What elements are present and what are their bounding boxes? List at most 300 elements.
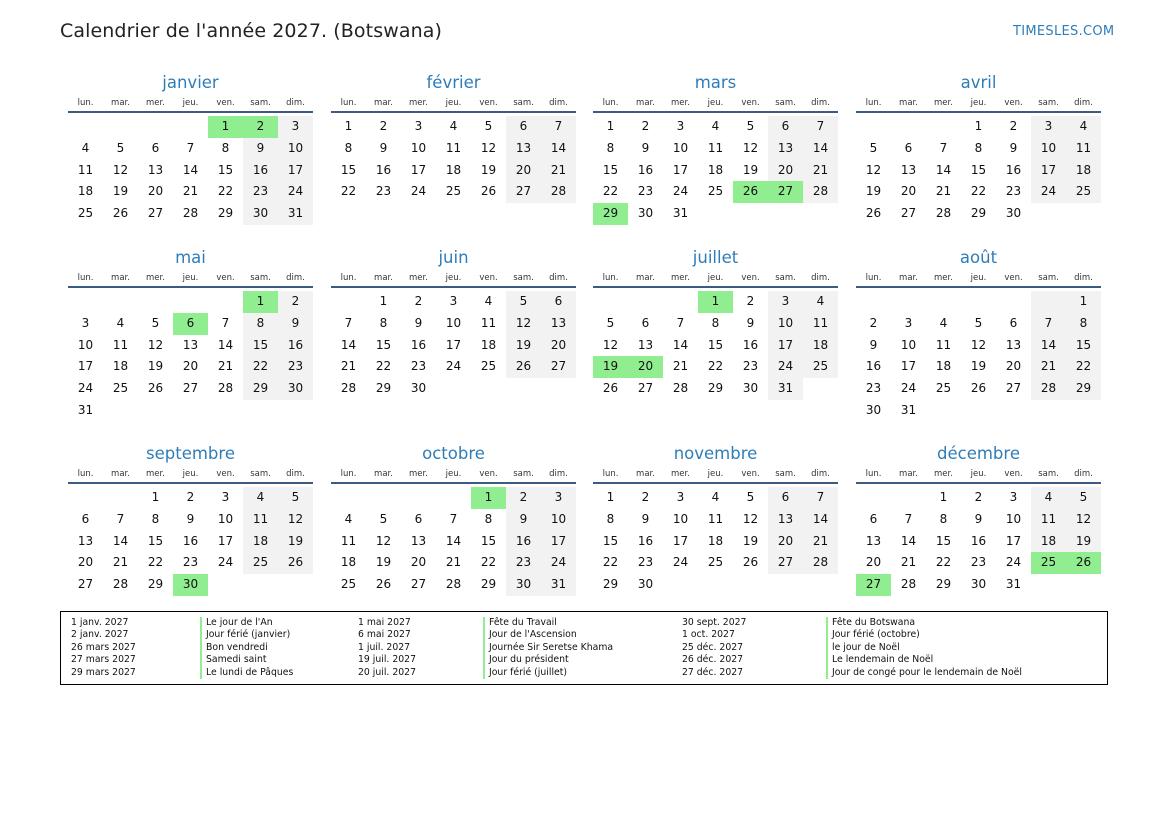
day-cell: 5 bbox=[746, 490, 755, 504]
day-cell: 7 bbox=[221, 315, 230, 330]
day-cell: 24 bbox=[768, 356, 803, 378]
day-cell: 5 bbox=[379, 511, 388, 526]
day-cell: 19 bbox=[375, 555, 392, 570]
weekday-label: lun. bbox=[340, 98, 357, 108]
holiday-day: 1 bbox=[471, 487, 506, 509]
day-cell: 11 bbox=[243, 509, 278, 531]
day-cell: 20 bbox=[182, 359, 199, 374]
day-cell: 29 bbox=[602, 577, 619, 592]
day-cell: 15 bbox=[375, 337, 392, 352]
legend-date: 6 mai 2027 bbox=[358, 629, 411, 641]
legend-holiday: Jour du président bbox=[483, 654, 613, 666]
day-cell: 30 bbox=[1005, 206, 1022, 221]
empty-cell bbox=[103, 487, 138, 509]
day-cell: 6 bbox=[768, 116, 803, 138]
day-cell: 9 bbox=[1009, 140, 1018, 155]
header-rule bbox=[593, 482, 838, 484]
day-cell: 5 bbox=[151, 315, 160, 330]
day-cell: 31 bbox=[900, 402, 917, 417]
day-cell: 20 bbox=[410, 555, 427, 570]
weekday-label: sam. bbox=[250, 98, 271, 108]
day-cell: 25 bbox=[340, 577, 357, 592]
legend-date: 25 déc. 2027 bbox=[682, 641, 744, 653]
day-cell: 22 bbox=[935, 555, 952, 570]
holiday-day: 26 bbox=[733, 181, 768, 203]
day-cell: 21 bbox=[340, 359, 357, 374]
weekday-label: lun. bbox=[865, 469, 882, 479]
day-cell: 11 bbox=[112, 337, 129, 352]
day-cell: 16 bbox=[970, 533, 987, 548]
weekday-label: sam. bbox=[1038, 98, 1059, 108]
legend-names-2 bbox=[483, 617, 613, 679]
day-cell: 29 bbox=[1066, 378, 1101, 400]
day-cell: 9 bbox=[278, 313, 313, 335]
day-cell: 30 bbox=[865, 402, 882, 417]
legend-holiday: Bon vendredi bbox=[200, 642, 293, 654]
weekday-label: dim. bbox=[811, 273, 830, 283]
day-cell: 1 bbox=[151, 490, 160, 504]
header-rule bbox=[593, 111, 838, 113]
day-cell: 2 bbox=[869, 315, 878, 330]
day-cell: 14 bbox=[1031, 335, 1066, 357]
empty-cell bbox=[891, 116, 926, 138]
day-cell: 7 bbox=[344, 315, 353, 330]
day-cell: 3 bbox=[676, 490, 685, 504]
day-cell: 3 bbox=[81, 315, 90, 330]
month-name: octobre bbox=[422, 444, 485, 463]
day-cell: 25 bbox=[803, 356, 838, 378]
empty-cell bbox=[856, 116, 891, 138]
header-rule bbox=[856, 482, 1101, 484]
day-cell: 13 bbox=[506, 138, 541, 160]
weekday-label: sam. bbox=[513, 469, 534, 479]
weekday-label: sam. bbox=[250, 469, 271, 479]
day-grid bbox=[593, 291, 838, 400]
day-cell: 4 bbox=[1066, 116, 1101, 138]
weekday-label: lun. bbox=[602, 469, 619, 479]
day-cell: 20 bbox=[506, 160, 541, 182]
day-cell: 22 bbox=[375, 359, 392, 374]
day-cell: 5 bbox=[606, 315, 615, 330]
holiday-legend bbox=[60, 611, 1108, 685]
day-cell: 5 bbox=[484, 119, 493, 133]
day-cell: 9 bbox=[379, 140, 388, 155]
empty-cell bbox=[68, 291, 103, 313]
weekday-label: jeu. bbox=[445, 469, 462, 479]
day-cell: 10 bbox=[445, 315, 462, 330]
day-cell: 14 bbox=[112, 533, 129, 548]
legend-date: 27 mars 2027 bbox=[71, 654, 136, 666]
legend-holiday: Le lendemain de Noël bbox=[826, 654, 1022, 666]
day-cell: 26 bbox=[970, 381, 987, 396]
day-cell: 18 bbox=[445, 162, 462, 177]
day-cell: 28 bbox=[112, 577, 129, 592]
day-cell: 4 bbox=[711, 119, 720, 133]
day-cell: 13 bbox=[147, 162, 164, 177]
weekday-label: sam. bbox=[775, 469, 796, 479]
day-cell: 23 bbox=[375, 184, 392, 199]
day-cell: 12 bbox=[1066, 509, 1101, 531]
day-cell: 24 bbox=[1031, 181, 1066, 203]
day-cell: 9 bbox=[414, 315, 423, 330]
day-cell: 2 bbox=[641, 119, 650, 133]
day-cell: 2 bbox=[414, 294, 423, 308]
day-cell: 18 bbox=[1066, 160, 1101, 182]
day-cell: 4 bbox=[344, 511, 353, 526]
weekday-label: ven. bbox=[741, 98, 760, 108]
day-cell: 14 bbox=[672, 337, 689, 352]
day-cell: 30 bbox=[243, 203, 278, 225]
weekday-label: ven. bbox=[1004, 469, 1023, 479]
day-cell: 6 bbox=[81, 511, 90, 526]
day-cell: 16 bbox=[637, 533, 654, 548]
weekday-label: sam. bbox=[1038, 273, 1059, 283]
empty-cell bbox=[663, 291, 698, 313]
empty-cell bbox=[628, 291, 663, 313]
day-cell: 12 bbox=[602, 337, 619, 352]
day-cell: 22 bbox=[340, 184, 357, 199]
day-cell: 29 bbox=[935, 577, 952, 592]
day-cell: 12 bbox=[742, 140, 759, 155]
day-cell: 11 bbox=[1066, 138, 1101, 160]
month-7 bbox=[593, 247, 838, 400]
legend-date: 27 déc. 2027 bbox=[682, 666, 744, 678]
weekday-label: mer. bbox=[934, 273, 953, 283]
month-2 bbox=[331, 72, 576, 203]
weekday-label: mar. bbox=[374, 273, 393, 283]
day-cell: 13 bbox=[900, 162, 917, 177]
day-cell: 15 bbox=[707, 337, 724, 352]
weekday-label: mar. bbox=[899, 273, 918, 283]
empty-cell bbox=[68, 487, 103, 509]
day-cell: 17 bbox=[278, 160, 313, 182]
day-cell: 24 bbox=[217, 555, 234, 570]
weekday-header bbox=[856, 96, 1101, 110]
holiday-day: 25 bbox=[1031, 552, 1066, 574]
weekday-header bbox=[331, 467, 576, 481]
legend-holiday: Jour férié (juillet) bbox=[483, 667, 613, 679]
day-cell: 29 bbox=[217, 206, 234, 221]
day-cell: 16 bbox=[637, 162, 654, 177]
day-cell: 31 bbox=[77, 402, 94, 417]
day-cell: 4 bbox=[116, 315, 125, 330]
day-cell: 25 bbox=[243, 552, 278, 574]
day-cell: 17 bbox=[1005, 533, 1022, 548]
day-cell: 8 bbox=[939, 511, 948, 526]
day-cell: 4 bbox=[484, 294, 493, 308]
site-link[interactable]: TIMESLES.COM bbox=[1013, 24, 1115, 39]
day-grid bbox=[68, 291, 313, 422]
empty-cell bbox=[138, 116, 173, 138]
day-cell: 1 bbox=[974, 119, 983, 133]
day-cell: 15 bbox=[935, 533, 952, 548]
day-cell: 12 bbox=[865, 162, 882, 177]
day-cell: 15 bbox=[602, 162, 619, 177]
day-cell: 6 bbox=[768, 487, 803, 509]
day-cell: 27 bbox=[1005, 381, 1022, 396]
weekday-label: jeu. bbox=[707, 98, 724, 108]
day-cell: 23 bbox=[278, 356, 313, 378]
day-cell: 16 bbox=[865, 359, 882, 374]
day-cell: 29 bbox=[147, 577, 164, 592]
weekday-label: lun. bbox=[77, 98, 94, 108]
weekday-header bbox=[856, 467, 1101, 481]
weekday-label: ven. bbox=[479, 98, 498, 108]
day-cell: 10 bbox=[768, 313, 803, 335]
month-name: juin bbox=[438, 248, 469, 267]
day-cell: 2 bbox=[506, 487, 541, 509]
day-cell: 27 bbox=[182, 381, 199, 396]
legend-holiday: Jour de l'Ascension bbox=[483, 629, 613, 641]
day-cell: 24 bbox=[672, 555, 689, 570]
empty-cell bbox=[996, 291, 1031, 313]
day-cell: 22 bbox=[602, 184, 619, 199]
header-rule bbox=[331, 286, 576, 288]
day-cell: 4 bbox=[803, 291, 838, 313]
weekday-label: lun. bbox=[340, 469, 357, 479]
weekday-label: ven. bbox=[216, 469, 235, 479]
month-1 bbox=[68, 72, 313, 225]
holiday-day: 20 bbox=[628, 356, 663, 378]
weekday-label: mar. bbox=[374, 98, 393, 108]
day-cell: 5 bbox=[974, 315, 983, 330]
day-cell: 11 bbox=[480, 315, 497, 330]
day-cell: 9 bbox=[243, 138, 278, 160]
day-cell: 4 bbox=[243, 487, 278, 509]
weekday-label: jeu. bbox=[445, 98, 462, 108]
day-cell: 3 bbox=[221, 490, 230, 504]
day-cell: 16 bbox=[278, 335, 313, 357]
day-cell: 2 bbox=[379, 119, 388, 133]
day-cell: 6 bbox=[641, 315, 650, 330]
day-cell: 27 bbox=[637, 381, 654, 396]
weekday-label: ven. bbox=[1004, 273, 1023, 283]
weekday-label: dim. bbox=[1074, 469, 1093, 479]
empty-cell bbox=[1031, 291, 1066, 313]
day-cell: 28 bbox=[541, 181, 576, 203]
day-cell: 28 bbox=[182, 206, 199, 221]
legend-date: 26 mars 2027 bbox=[71, 641, 136, 653]
empty-cell bbox=[103, 116, 138, 138]
day-cell: 13 bbox=[637, 337, 654, 352]
legend-holiday: Journée Sir Seretse Khama bbox=[483, 642, 613, 654]
day-cell: 19 bbox=[278, 531, 313, 553]
day-cell: 9 bbox=[506, 509, 541, 531]
weekday-header bbox=[593, 467, 838, 481]
day-cell: 18 bbox=[707, 162, 724, 177]
day-cell: 13 bbox=[1005, 337, 1022, 352]
day-cell: 22 bbox=[480, 555, 497, 570]
day-grid bbox=[331, 291, 576, 400]
day-cell: 23 bbox=[1005, 184, 1022, 199]
day-cell: 9 bbox=[746, 315, 755, 330]
empty-cell bbox=[856, 487, 891, 509]
weekday-label: jeu. bbox=[970, 98, 987, 108]
weekday-label: mar. bbox=[899, 98, 918, 108]
day-cell: 17 bbox=[672, 162, 689, 177]
day-cell: 7 bbox=[541, 116, 576, 138]
empty-cell bbox=[331, 487, 366, 509]
empty-cell bbox=[138, 291, 173, 313]
day-cell: 3 bbox=[904, 315, 913, 330]
day-cell: 14 bbox=[182, 162, 199, 177]
month-name: août bbox=[959, 248, 998, 267]
day-cell: 10 bbox=[217, 511, 234, 526]
month-9 bbox=[68, 443, 313, 596]
day-cell: 23 bbox=[410, 359, 427, 374]
day-cell: 21 bbox=[1031, 356, 1066, 378]
weekday-label: sam. bbox=[513, 273, 534, 283]
month-8 bbox=[856, 247, 1101, 422]
day-cell: 28 bbox=[935, 206, 952, 221]
legend-date: 2 janv. 2027 bbox=[71, 629, 129, 641]
day-cell: 11 bbox=[707, 511, 724, 526]
day-cell: 14 bbox=[445, 533, 462, 548]
day-cell: 28 bbox=[445, 577, 462, 592]
month-3 bbox=[593, 72, 838, 225]
day-cell: 25 bbox=[112, 381, 129, 396]
holiday-day: 26 bbox=[1066, 552, 1101, 574]
day-cell: 10 bbox=[77, 337, 94, 352]
day-cell: 11 bbox=[1031, 509, 1066, 531]
day-cell: 19 bbox=[147, 359, 164, 374]
weekday-label: ven. bbox=[741, 273, 760, 283]
weekday-header bbox=[856, 271, 1101, 285]
month-name: novembre bbox=[673, 444, 758, 463]
legend-date: 1 janv. 2027 bbox=[71, 617, 129, 628]
day-cell: 31 bbox=[1005, 577, 1022, 592]
empty-cell bbox=[68, 116, 103, 138]
day-cell: 22 bbox=[1066, 356, 1101, 378]
month-name: janvier bbox=[162, 73, 219, 92]
day-cell: 18 bbox=[803, 335, 838, 357]
day-cell: 21 bbox=[182, 184, 199, 199]
holiday-day: 1 bbox=[243, 291, 278, 313]
day-cell: 10 bbox=[278, 138, 313, 160]
legend-holiday: Jour férié (janvier) bbox=[200, 629, 293, 641]
weekday-label: mar. bbox=[374, 469, 393, 479]
weekday-label: dim. bbox=[286, 98, 305, 108]
day-cell: 22 bbox=[602, 555, 619, 570]
day-cell: 13 bbox=[77, 533, 94, 548]
header-rule bbox=[593, 286, 838, 288]
day-cell: 25 bbox=[445, 184, 462, 199]
day-cell: 12 bbox=[147, 337, 164, 352]
day-cell: 2 bbox=[974, 490, 983, 504]
month-name: février bbox=[426, 73, 481, 92]
day-cell: 8 bbox=[379, 315, 388, 330]
day-cell: 24 bbox=[672, 184, 689, 199]
day-cell: 25 bbox=[480, 359, 497, 374]
day-cell: 28 bbox=[340, 381, 357, 396]
day-cell: 31 bbox=[541, 574, 576, 596]
weekday-label: lun. bbox=[602, 273, 619, 283]
day-cell: 25 bbox=[707, 555, 724, 570]
weekday-label: mer. bbox=[671, 273, 690, 283]
day-cell: 13 bbox=[865, 533, 882, 548]
day-cell: 8 bbox=[606, 140, 615, 155]
day-cell: 19 bbox=[970, 359, 987, 374]
weekday-label: lun. bbox=[865, 98, 882, 108]
day-cell: 21 bbox=[803, 531, 838, 553]
day-grid bbox=[593, 487, 838, 596]
weekday-label: mar. bbox=[111, 273, 130, 283]
weekday-label: dim. bbox=[1074, 273, 1093, 283]
weekday-label: lun. bbox=[77, 469, 94, 479]
legend-holiday: Fête du Botswana bbox=[826, 617, 1022, 629]
day-cell: 9 bbox=[869, 337, 878, 352]
day-cell: 27 bbox=[541, 356, 576, 378]
day-cell: 19 bbox=[742, 162, 759, 177]
empty-cell bbox=[436, 487, 471, 509]
weekday-label: lun. bbox=[77, 273, 94, 283]
day-cell: 30 bbox=[637, 206, 654, 221]
day-cell: 11 bbox=[77, 162, 94, 177]
day-cell: 17 bbox=[768, 335, 803, 357]
empty-cell bbox=[331, 291, 366, 313]
day-cell: 10 bbox=[541, 509, 576, 531]
day-cell: 21 bbox=[445, 555, 462, 570]
day-cell: 19 bbox=[1066, 531, 1101, 553]
day-cell: 23 bbox=[742, 359, 759, 374]
day-cell: 29 bbox=[243, 378, 278, 400]
day-cell: 21 bbox=[803, 160, 838, 182]
day-cell: 11 bbox=[707, 140, 724, 155]
day-cell: 7 bbox=[449, 511, 458, 526]
day-cell: 21 bbox=[935, 184, 952, 199]
day-cell: 8 bbox=[711, 315, 720, 330]
day-cell: 12 bbox=[742, 511, 759, 526]
day-cell: 29 bbox=[707, 381, 724, 396]
legend-holiday: Le lundi de Pâques bbox=[200, 667, 293, 679]
holiday-day: 1 bbox=[698, 291, 733, 313]
day-cell: 20 bbox=[900, 184, 917, 199]
weekday-label: jeu. bbox=[970, 273, 987, 283]
weekday-label: mer. bbox=[146, 469, 165, 479]
day-cell: 28 bbox=[1031, 378, 1066, 400]
legend-names-3 bbox=[826, 617, 1022, 679]
weekday-label: sam. bbox=[513, 98, 534, 108]
weekday-label: ven. bbox=[216, 98, 235, 108]
day-cell: 23 bbox=[865, 381, 882, 396]
day-cell: 14 bbox=[900, 533, 917, 548]
day-cell: 26 bbox=[602, 381, 619, 396]
day-cell: 24 bbox=[900, 381, 917, 396]
day-cell: 26 bbox=[375, 577, 392, 592]
day-cell: 24 bbox=[278, 181, 313, 203]
weekday-label: ven. bbox=[1004, 98, 1023, 108]
day-cell: 1 bbox=[606, 119, 615, 133]
day-cell: 20 bbox=[77, 555, 94, 570]
day-cell: 28 bbox=[672, 381, 689, 396]
weekday-label: jeu. bbox=[182, 98, 199, 108]
day-cell: 14 bbox=[217, 337, 234, 352]
day-cell: 28 bbox=[217, 381, 234, 396]
weekday-label: mer. bbox=[671, 469, 690, 479]
day-cell: 18 bbox=[77, 184, 94, 199]
legend-holiday: Le jour de l'An bbox=[200, 617, 293, 629]
weekday-label: jeu. bbox=[182, 273, 199, 283]
empty-cell bbox=[891, 487, 926, 509]
weekday-label: mer. bbox=[671, 98, 690, 108]
day-grid bbox=[331, 487, 576, 596]
day-cell: 10 bbox=[672, 511, 689, 526]
day-cell: 17 bbox=[900, 359, 917, 374]
day-cell: 14 bbox=[935, 162, 952, 177]
day-cell: 7 bbox=[676, 315, 685, 330]
day-cell: 25 bbox=[1066, 181, 1101, 203]
day-cell: 5 bbox=[506, 291, 541, 313]
